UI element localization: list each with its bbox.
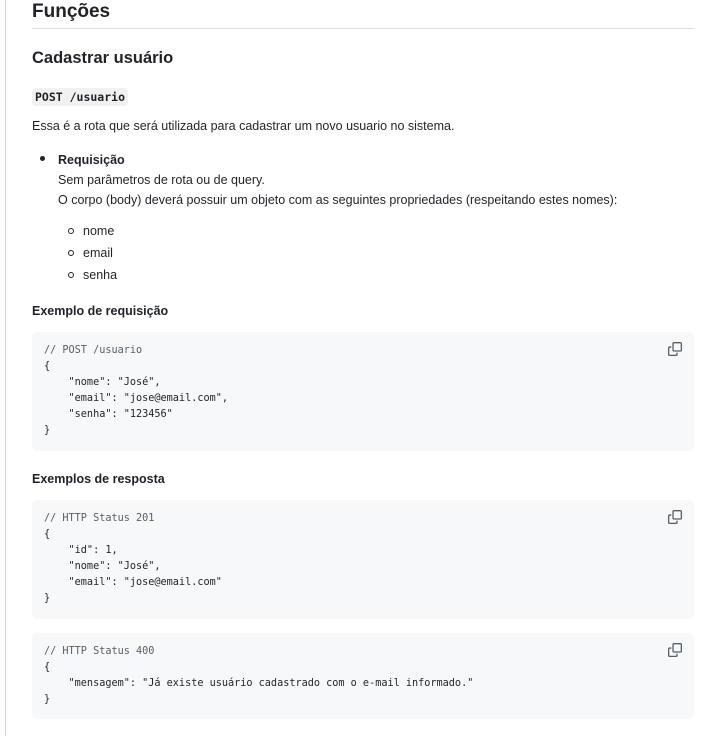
copy-icon[interactable]	[668, 643, 682, 657]
copy-icon[interactable]	[668, 342, 682, 356]
request-line-2: O corpo (body) deverá possuir um objeto com as seguintes propriedades (respeitando estes nomes):	[58, 193, 618, 207]
copy-icon[interactable]	[668, 510, 682, 524]
code-block-response-201	[32, 500, 694, 619]
code-block-response-400	[32, 633, 694, 719]
example-request-title: Exemplo de requisição	[32, 304, 169, 318]
list-item: senha	[68, 264, 117, 286]
example-responses-title: Exemplos de resposta	[32, 472, 165, 486]
list-item: nome	[68, 220, 117, 242]
request-label: Requisição	[58, 153, 125, 167]
endpoint-title: Cadastrar usuário	[32, 49, 174, 67]
code-content: // HTTP Status 400 { "mensagem": "Já existe usuário cadastrado com o e-mail informado." }	[44, 646, 474, 705]
endpoint-description: Essa é a rota que será utilizada para cadastrar um novo usuario no sistema.	[32, 119, 455, 133]
circle-bullet	[68, 228, 74, 234]
code-content: // HTTP Status 201 { "id": 1, "nome": "José", "email": "jose@email.com" }	[44, 513, 222, 604]
section-title: Funções	[32, 0, 694, 29]
circle-bullet	[68, 250, 74, 256]
list-item: email	[68, 242, 117, 264]
circle-bullet	[68, 272, 74, 278]
property-list	[68, 220, 117, 286]
code-content: // POST /usuario { "nome": "José", "email": "jose@email.com", "senha": "123456" }	[44, 345, 229, 436]
code-block-request	[32, 332, 694, 451]
bullet-dot	[40, 156, 45, 161]
left-border	[5, 0, 6, 736]
request-info	[58, 150, 617, 210]
request-line-1: Sem parâmetros de rota ou de query.	[58, 173, 265, 187]
endpoint-route: POST /usuario	[32, 88, 128, 106]
